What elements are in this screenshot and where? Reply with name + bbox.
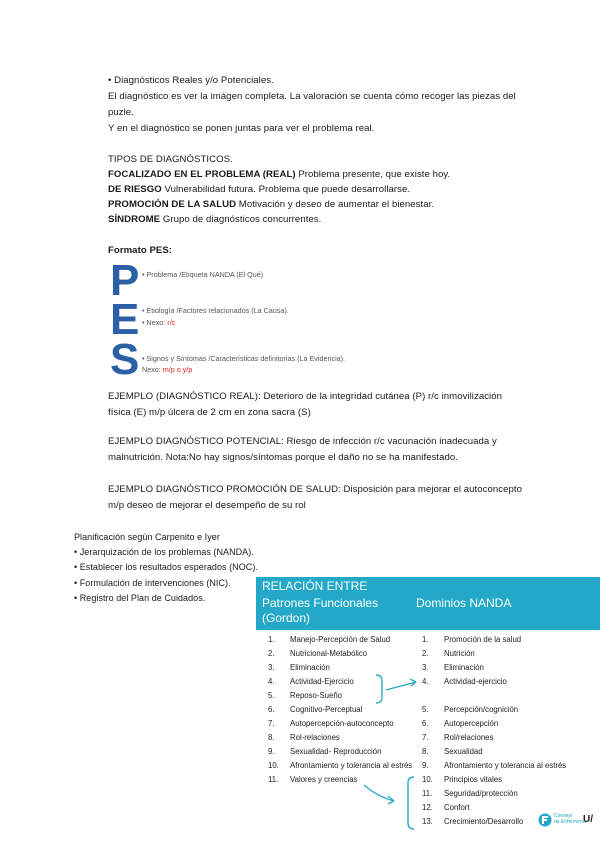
nanda-item: Actividad-ejercicio [444, 677, 507, 686]
relation-title: RELACIÓN ENTRE [262, 579, 368, 593]
nanda-number: 3. [422, 663, 429, 672]
pes-s-nexo [142, 365, 192, 374]
type-desc: Grupo de diagnósticos concurrentes. [160, 214, 322, 225]
nanda-item: Eliminación [444, 663, 484, 672]
nanda-number: 2. [422, 649, 429, 658]
planning-item: • Jerarquización de los problemas (NANDA). [74, 547, 254, 557]
gordon-item: Afrontamiento y tolerancia al estrés [290, 761, 413, 770]
gordon-number: 6. [268, 705, 275, 714]
intro-line-3: puzle. [108, 107, 134, 118]
pes-s-nexo-value: m/p o y/p [162, 365, 193, 374]
nanda-number: 1. [422, 635, 429, 644]
gordon-item: Reposo-Sueño [290, 691, 343, 700]
gordon-item: Autopercepción-autoconcepto [290, 719, 394, 728]
pes-heading: Formato PES: [108, 245, 173, 256]
gordon-number: 8. [268, 733, 275, 742]
intro-line-4: Y en el diagnóstico se ponen juntas para ver el problema real. [108, 123, 375, 134]
nanda-item: Crecimiento/Desarrollo [444, 817, 524, 826]
type-term: PROMOCIÓN DE LA SALUD [108, 199, 237, 210]
nanda-item: Nutrición [444, 649, 475, 658]
gordon-item: Nutricional-Metabólico [290, 649, 368, 658]
nanda-item: Seguridad/protección [444, 789, 518, 798]
types-heading: TIPOS DE DIAGNÓSTICOS. [108, 154, 233, 165]
pes-letter-e: E [110, 295, 140, 344]
nanda-number: 7. [422, 733, 429, 742]
type-term: SÍNDROME [108, 214, 161, 225]
gordon-header-sub: (Gordon) [262, 611, 311, 625]
nanda-item: Afrontamiento y tolerancia al estrés [444, 761, 567, 770]
bracket-4-5 [376, 675, 382, 703]
logo-text-1: Consejo [554, 813, 573, 819]
example-3-line-1: EJEMPLO DIAGNÓSTICO PROMOCIÓN DE SALUD: Disposición para mejorar el autoconcepto [108, 484, 522, 495]
nanda-number: 4. [422, 677, 429, 686]
gordon-item: Valores y creencias [290, 775, 358, 784]
nanda-number: 5. [422, 705, 429, 714]
pes-problem: • Problema /Etiqueta NANDA (El Qué) [142, 270, 264, 279]
gordon-number: 1. [268, 635, 275, 644]
nanda-number: 6. [422, 719, 429, 728]
gordon-number: 2. [268, 649, 275, 658]
intro-line-2: El diagnóstico es ver la imágen completa. La valoración se cuenta cómo recoger las piezas del [108, 91, 516, 102]
gordon-number: 5. [268, 691, 275, 700]
nanda-item: Autopercepción [444, 719, 499, 728]
pes-e-nexo-value: r/c [167, 318, 176, 327]
relation-connectors [256, 577, 600, 837]
type-term: FOCALIZADO EN EL PROBLEMA (REAL) [108, 169, 296, 180]
logo-text-2: de Enfermería [554, 819, 586, 825]
arrow-line-11 [364, 785, 394, 801]
pes-e-nexo-label: • Nexo: [142, 318, 168, 327]
nanda-number: 11. [422, 789, 433, 798]
nanda-item: Rol/relaciones [444, 733, 494, 742]
corner-mark: U/ [583, 814, 593, 825]
planning-item: • Registro del Plan de Cuidados. [74, 593, 206, 603]
type-promocion [108, 199, 434, 211]
nanda-number: 12. [422, 803, 433, 812]
type-sindrome [108, 214, 321, 226]
pes-signs: • Signos y Síntomas /Características definitorias (La Evidencia). [142, 354, 346, 363]
example-2-line-1: EJEMPLO DIAGNÓSTICO POTENCIAL: Riesgo de infección r/c vacunación inadecuada y [108, 436, 497, 447]
type-riesgo [108, 184, 410, 196]
type-real [108, 169, 450, 181]
bracket-10-13 [408, 777, 414, 829]
planning-item: • Formulación de intervenciones (NIC). [74, 578, 231, 588]
pes-etiology: • Etiología /Factores relacionados (La Causa). [142, 306, 289, 315]
gordon-number: 10. [268, 761, 279, 770]
nanda-item: Percepción/cognición [444, 705, 519, 714]
nanda-number: 9. [422, 761, 429, 770]
gordon-item: Rol-relaciones [290, 733, 340, 742]
planning-item: • Establecer los resultados esperados (NOC). [74, 562, 258, 572]
nanda-item: Confort [444, 803, 470, 812]
nanda-number: 8. [422, 747, 429, 756]
gordon-number: 4. [268, 677, 275, 686]
gordon-header: Patrones Funcionales [262, 596, 379, 610]
type-desc: Problema presente, que existe hoy. [295, 169, 451, 180]
nanda-item: Sexualidad [444, 747, 483, 756]
gordon-number: 7. [268, 719, 275, 728]
gordon-item: Manejo-Percepción de Salud [290, 635, 391, 644]
gordon-item: Sexualidad- Reproducción [290, 747, 382, 756]
nanda-item: Promoción de la salud [444, 635, 522, 644]
gordon-item: Cognitivo-Perceptual [290, 705, 363, 714]
nanda-number: 13. [422, 817, 433, 826]
nanda-number: 10. [422, 775, 433, 784]
gordon-number: 9. [268, 747, 275, 756]
gordon-item: Actividad-Ejercicio [290, 677, 354, 686]
example-1-line-1: EJEMPLO (DIAGNÓSTICO REAL): Deterioro de la integridad cutánea (P) r/c inmovilización [108, 391, 502, 402]
gordon-number: 3. [268, 663, 275, 672]
gordon-number: 11. [268, 775, 279, 784]
planning-heading: Planificación según Carpenito e Iyer [74, 532, 220, 542]
nanda-header: Dominios NANDA [416, 596, 512, 610]
pes-letter-p: P [110, 256, 140, 305]
pes-s-nexo-label: Nexo: [142, 365, 163, 374]
example-3-line-2: m/p deseo de mejorar el desempeño de su rol [108, 500, 306, 511]
example-1-line-2: física (E) m/p úlcera de 2 cm en zona sacra (S) [108, 407, 311, 418]
type-term: DE RIESGO [108, 184, 162, 195]
relation-figure [256, 577, 600, 837]
gordon-item: Eliminación [290, 663, 330, 672]
nanda-item: Principios vitales [444, 775, 503, 784]
pes-e-nexo [142, 318, 175, 327]
example-2-line-2: malnutrición. Nota:No hay signos/síntomas porque el daño no se ha manifestado. [108, 452, 459, 463]
council-logo [538, 809, 598, 833]
logo-icon [538, 813, 552, 827]
pes-letter-s: S [110, 335, 140, 384]
intro-line-1: • Diagnósticos Reales y/o Potenciales. [108, 75, 274, 86]
type-desc: Vulnerabilidad futura. Problema que puede desarrollarse. [161, 184, 411, 195]
type-desc: Motivación y deseo de aumentar el bienestar. [236, 199, 435, 210]
